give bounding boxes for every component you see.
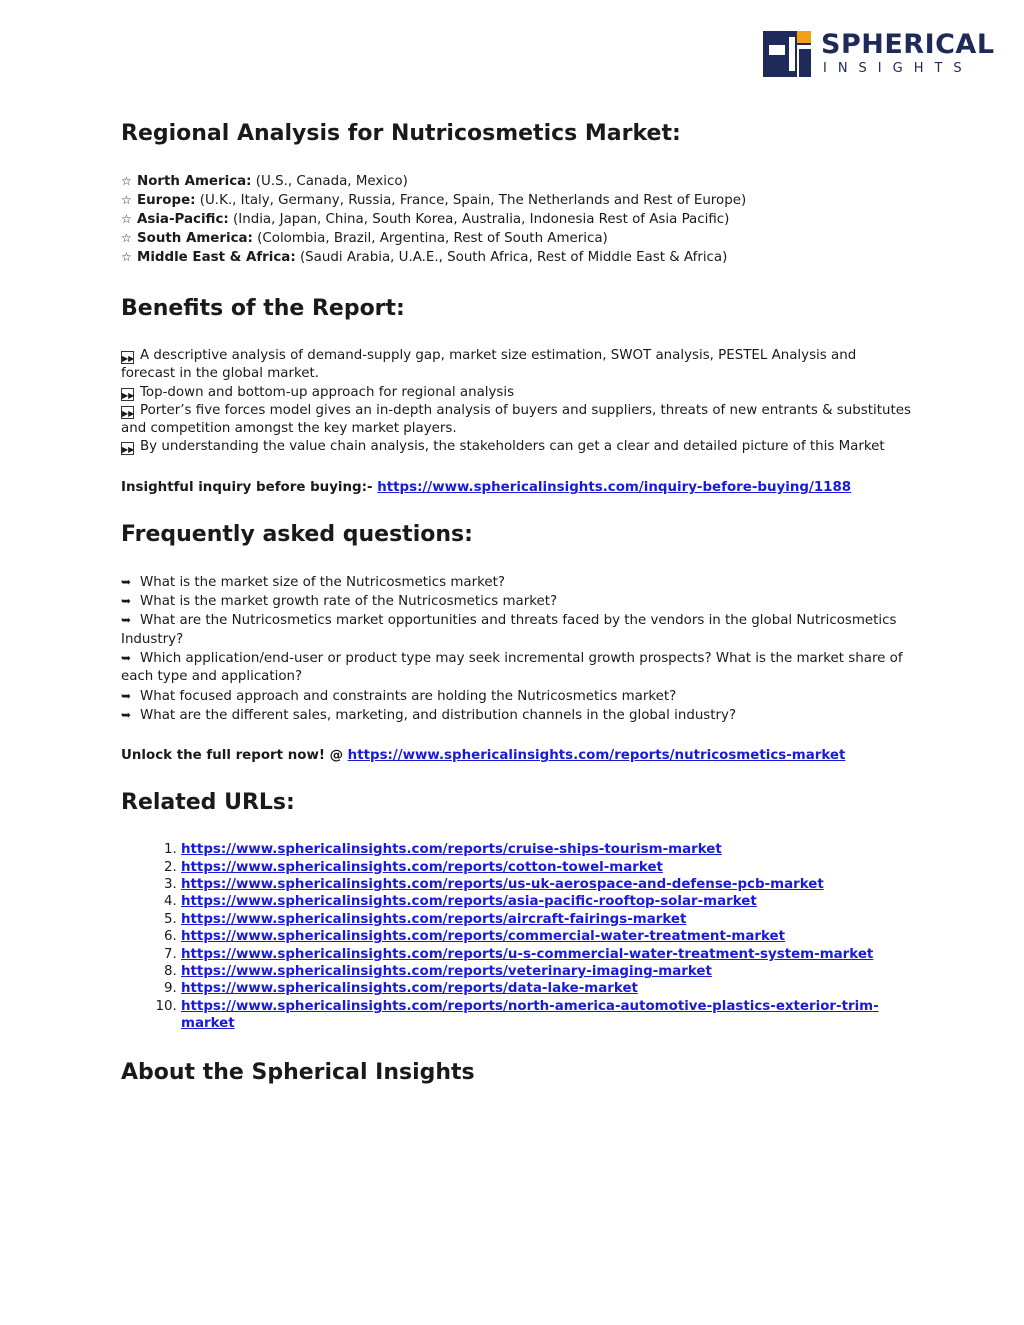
list-item xyxy=(121,384,911,402)
region-label: South America: xyxy=(137,231,253,246)
benefit-text: Top-down and bottom-up approach for regional analysis xyxy=(140,384,515,400)
list-item xyxy=(181,928,911,945)
faq-list xyxy=(121,573,911,725)
related-link[interactable]: https://www.sphericalinsights.com/reports/cotton-towel-market xyxy=(181,859,663,875)
list-item xyxy=(181,946,911,963)
related-link[interactable]: https://www.sphericalinsights.com/reports/u-s-commercial-water-treatment-system-market xyxy=(181,946,874,962)
faq-text: What is the market growth rate of the Nutricosmetics market? xyxy=(140,594,558,610)
list-item xyxy=(121,229,911,248)
list-item xyxy=(181,998,911,1033)
about-heading: About the Spherical Insights xyxy=(121,1059,475,1085)
inquiry-line xyxy=(121,479,911,497)
related-link[interactable]: https://www.sphericalinsights.com/reports/us-uk-aerospace-and-defense-pcb-market xyxy=(181,876,824,892)
unlock-line xyxy=(121,747,911,765)
list-item xyxy=(181,859,911,876)
unlock-label: Unlock the full report now! @ xyxy=(121,748,343,764)
benefits-heading: Benefits of the Report: xyxy=(121,296,405,321)
logo-text-insights: INSIGHTS xyxy=(823,61,973,76)
region-value: (India, Japan, China, South Korea, Australia, Indonesia Rest of Asia Pacific) xyxy=(233,212,730,227)
star-icon: ☆ xyxy=(121,250,132,264)
faq-text: Which application/end-user or product type may seek incremental growth prospects? What is the market share of each type and application? xyxy=(121,650,903,685)
arrow-right-icon: ➥ xyxy=(121,650,132,665)
logo-mark-icon xyxy=(763,31,811,77)
list-item xyxy=(121,347,911,384)
benefits-list xyxy=(121,347,911,457)
star-icon: ☆ xyxy=(121,231,132,245)
list-item xyxy=(121,649,911,687)
list-item xyxy=(181,963,911,980)
list-item xyxy=(181,893,911,910)
list-item xyxy=(181,980,911,997)
star-icon: ☆ xyxy=(121,193,132,207)
logo-text-spherical: SPHERICAL xyxy=(821,29,995,60)
region-label: Middle East & Africa: xyxy=(137,250,296,265)
arrow-right-icon: ➥ xyxy=(121,613,132,628)
list-item xyxy=(121,172,911,191)
list-item xyxy=(121,687,911,706)
arrow-right-icon: ➥ xyxy=(121,707,132,722)
inquiry-link[interactable]: https://www.sphericalinsights.com/inquiry-before-buying/1188 xyxy=(377,479,852,495)
list-item xyxy=(121,573,911,592)
faq-heading: Frequently asked questions: xyxy=(121,521,473,547)
list-item xyxy=(181,911,911,928)
list-item xyxy=(181,876,911,893)
unlock-link[interactable]: https://www.sphericalinsights.com/reports/nutricosmetics-market xyxy=(347,748,846,764)
document-body xyxy=(121,118,911,1089)
related-list xyxy=(121,841,911,1032)
list-item xyxy=(121,248,911,267)
list-item xyxy=(121,438,911,456)
inquiry-label: Insightful inquiry before buying:- xyxy=(121,479,373,495)
related-link[interactable]: https://www.sphericalinsights.com/reports/aircraft-fairings-market xyxy=(181,911,687,927)
list-item xyxy=(121,611,911,649)
region-label: Europe: xyxy=(137,193,196,208)
related-heading: Related URLs: xyxy=(121,790,295,816)
list-item xyxy=(181,841,911,858)
related-link[interactable]: https://www.sphericalinsights.com/reports/data-lake-market xyxy=(181,981,638,997)
list-item xyxy=(121,592,911,611)
related-link[interactable]: https://www.sphericalinsights.com/reports/north-america-automotive-plastics-exterior-trim-market xyxy=(181,998,879,1032)
fast-forward-icon: ▶▶ xyxy=(121,406,134,419)
region-label: Asia-Pacific: xyxy=(137,212,229,227)
faq-text: What focused approach and constraints are holding the Nutricosmetics market? xyxy=(140,688,677,704)
arrow-right-icon: ➥ xyxy=(121,574,132,589)
region-value: (U.K., Italy, Germany, Russia, France, Spain, The Netherlands and Rest of Europe) xyxy=(199,193,747,208)
faq-text: What are the Nutricosmetics market opportunities and threats faced by the vendors in the global Nutricosmetics Industry? xyxy=(121,613,897,647)
list-item xyxy=(121,191,911,210)
fast-forward-icon: ▶▶ xyxy=(121,442,134,455)
star-icon: ☆ xyxy=(121,212,132,226)
region-value: (U.S., Canada, Mexico) xyxy=(255,174,408,189)
regional-heading: Regional Analysis for Nutricosmetics Market: xyxy=(121,121,681,146)
arrow-right-icon: ➥ xyxy=(121,688,132,703)
related-link[interactable]: https://www.sphericalinsights.com/reports/cruise-ships-tourism-market xyxy=(181,842,722,858)
list-item xyxy=(121,706,911,725)
fast-forward-icon: ▶▶ xyxy=(121,388,134,401)
star-icon: ☆ xyxy=(121,174,132,188)
list-item xyxy=(121,210,911,229)
faq-text: What are the different sales, marketing, and distribution channels in the global industry? xyxy=(140,707,737,723)
arrow-right-icon: ➥ xyxy=(121,594,132,609)
region-value: (Saudi Arabia, U.A.E., South Africa, Rest of Middle East & Africa) xyxy=(299,250,728,265)
related-link[interactable]: https://www.sphericalinsights.com/reports/commercial-water-treatment-market xyxy=(181,929,786,945)
list-item xyxy=(121,402,911,439)
benefit-text: A descriptive analysis of demand-supply gap, market size estimation, SWOT analysis, PESTEL Analysis and forecast in the global market. xyxy=(121,348,857,382)
regional-list xyxy=(121,172,911,267)
region-value: (Colombia, Brazil, Argentina, Rest of South America) xyxy=(257,231,608,246)
company-logo xyxy=(763,29,995,78)
faq-text: What is the market size of the Nutricosmetics market? xyxy=(140,574,506,590)
benefit-text: By understanding the value chain analysis, the stakeholders can get a clear and detailed picture of this Market xyxy=(140,439,885,455)
related-link[interactable]: https://www.sphericalinsights.com/reports/asia-pacific-rooftop-solar-market xyxy=(181,894,757,910)
fast-forward-icon: ▶▶ xyxy=(121,351,134,364)
benefit-text: Porter’s five forces model gives an in-depth analysis of buyers and suppliers, threats of new entrants & substitutes and competition amongst the key market players. xyxy=(121,402,911,437)
region-label: North America: xyxy=(137,174,252,189)
related-link[interactable]: https://www.sphericalinsights.com/reports/veterinary-imaging-market xyxy=(181,964,712,979)
